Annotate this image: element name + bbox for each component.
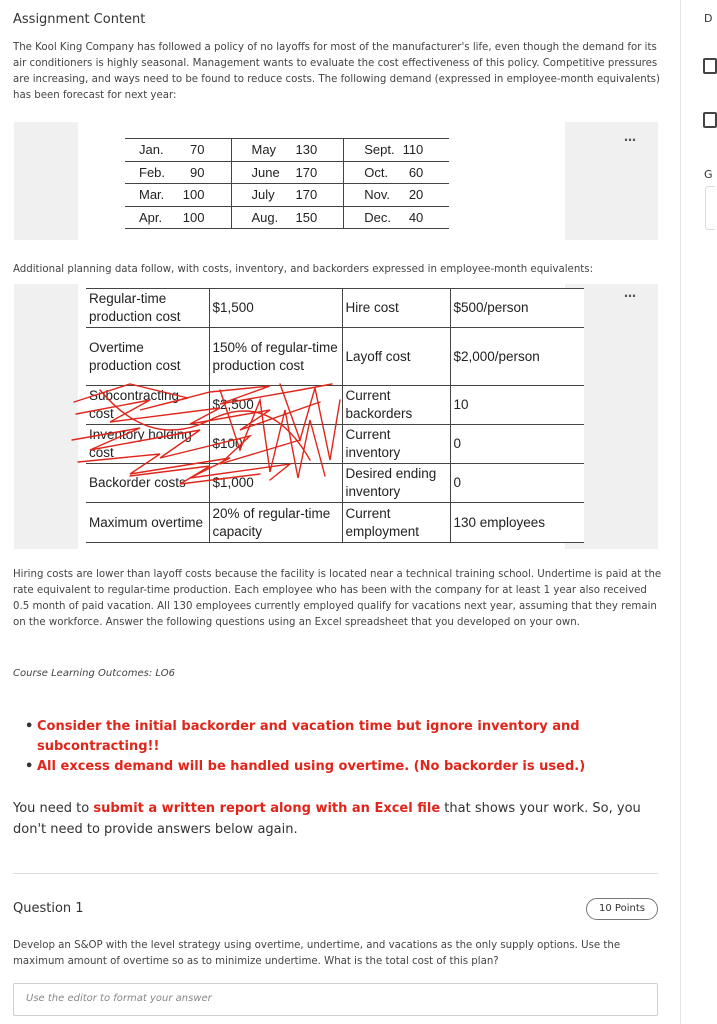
answer-editor[interactable]: Use the editor to format your answer bbox=[13, 983, 658, 1016]
demand-month: July bbox=[231, 184, 284, 207]
demand-value: 150 bbox=[284, 206, 344, 229]
current-backorders-value: 10 bbox=[450, 386, 584, 425]
inventory-holding-value: $100 bbox=[209, 425, 342, 464]
demand-month: Feb. bbox=[125, 161, 175, 184]
regular-label: Regular-time production cost bbox=[86, 289, 209, 328]
course-outcomes: Course Learning Outcomes: LO6 bbox=[13, 668, 175, 679]
desired-ending-value: 0 bbox=[450, 464, 584, 503]
demand-row bbox=[125, 139, 449, 162]
demand-month: June bbox=[231, 161, 284, 184]
subcontracting-value: $2,500 bbox=[209, 386, 342, 425]
demand-month: Oct. bbox=[344, 161, 399, 184]
hire-value: $500/person bbox=[450, 289, 584, 328]
checklist-icon[interactable] bbox=[703, 112, 717, 128]
hiring-paragraph: Hiring costs are lower than layoff costs because the facility is located near a technical training school. Undertime is paid at the rate equivalent to regular-time production. Each employee who has been with the company for at least 1 year also received 0.5 month of paid vacation. All 130 employees currently employed qualify for vacations next year, assuming that they remain on the workforce. Answer the following questions using an Excel spreadsheet that you developed on your own. bbox=[13, 569, 662, 628]
image-margin-left bbox=[14, 122, 78, 240]
page-title: Assignment Content bbox=[13, 12, 146, 27]
rail-letter: D bbox=[704, 12, 713, 25]
question-text: Develop an S&OP with the level strategy using overtime, undertime, and vacations as the only supply options. Use the maximum amount of overtime so as to minimize undertime. What is the total cost of this plan? bbox=[13, 940, 621, 967]
demand-month: Nov. bbox=[344, 184, 399, 207]
demand-value: 70 bbox=[175, 139, 231, 162]
hire-label: Hire cost bbox=[342, 289, 450, 328]
demand-table bbox=[125, 138, 449, 229]
demand-value: 170 bbox=[284, 161, 344, 184]
demand-row bbox=[125, 184, 449, 207]
current-employment-label: Current employment bbox=[342, 503, 450, 543]
demand-table-container bbox=[125, 138, 449, 229]
overtime-value: 150% of regular-time production cost bbox=[209, 328, 342, 386]
image-margin-right bbox=[565, 122, 658, 240]
demand-month: Apr. bbox=[125, 206, 175, 229]
bullet-item: • All excess demand will be handled using overtime. (No backorder is used.) bbox=[25, 759, 586, 774]
demand-month: Sept. bbox=[344, 139, 399, 162]
current-employment-value: 130 employees bbox=[450, 503, 584, 543]
demand-month: Mar. bbox=[125, 184, 175, 207]
current-backorders-label: Current backorders bbox=[342, 386, 450, 425]
question-title: Question 1 bbox=[13, 901, 84, 916]
demand-value: 130 bbox=[284, 139, 344, 162]
instruction-bullets bbox=[25, 717, 637, 777]
max-overtime-value: 20% of regular-time capacity bbox=[209, 503, 342, 543]
demand-month: Jan. bbox=[125, 139, 175, 162]
demand-value: 110 bbox=[399, 139, 450, 162]
layoff-label: Layoff cost bbox=[342, 328, 450, 386]
subcontracting-label: Subcontracting cost bbox=[86, 386, 209, 425]
rail-input[interactable] bbox=[705, 186, 715, 230]
demand-value: 60 bbox=[399, 161, 450, 184]
more-options-icon-2[interactable]: … bbox=[624, 286, 635, 300]
current-inventory-value: 0 bbox=[450, 425, 584, 464]
submission-note: You need to submit a written report along with an Excel file that shows your work. So, you don't need to provide answers below again. bbox=[13, 801, 641, 837]
image-margin-left-2 bbox=[14, 284, 78, 549]
backorder-cost-label: Backorder costs bbox=[86, 464, 209, 503]
overtime-label: Overtime production cost bbox=[86, 328, 209, 386]
divider bbox=[13, 873, 658, 874]
current-inventory-label: Current inventory bbox=[342, 425, 450, 464]
demand-row bbox=[125, 161, 449, 184]
points-badge: 10 Points bbox=[586, 898, 658, 920]
planning-intro: Additional planning data follow, with costs, inventory, and backorders expressed in employee-month equivalents: bbox=[13, 264, 594, 275]
regular-value: $1,500 bbox=[209, 289, 342, 328]
rail-letter: G bbox=[704, 168, 713, 181]
planning-table bbox=[86, 288, 584, 543]
right-rail bbox=[680, 0, 711, 1024]
demand-value: 40 bbox=[399, 206, 450, 229]
desired-ending-label: Desired ending inventory bbox=[342, 464, 450, 503]
inventory-holding-label: Inventory holding cost bbox=[86, 425, 209, 464]
intro-paragraph: The Kool King Company has followed a policy of no layoffs for most of the manufacturer's life, even though the demand for its air conditioners is highly seasonal. Management wants to evaluate the cost effectiveness of this policy. Competitive pressures are increasing, and ways need to be found to reduce costs. The following demand (expressed in employee-month equivalents) has been forecast for next year: bbox=[13, 42, 660, 101]
demand-month: May bbox=[231, 139, 284, 162]
max-overtime-label: Maximum overtime bbox=[86, 503, 209, 543]
more-options-icon[interactable]: … bbox=[624, 130, 635, 144]
demand-value: 20 bbox=[399, 184, 450, 207]
demand-value: 100 bbox=[175, 184, 231, 207]
demand-value: 90 bbox=[175, 161, 231, 184]
demand-month: Aug. bbox=[231, 206, 284, 229]
demand-value: 100 bbox=[175, 206, 231, 229]
backorder-cost-value: $1,000 bbox=[209, 464, 342, 503]
calculator-icon[interactable] bbox=[703, 58, 717, 74]
planning-table-container bbox=[86, 288, 584, 543]
demand-value: 170 bbox=[284, 184, 344, 207]
demand-row bbox=[125, 206, 449, 229]
bullet-item: • Consider the initial backorder and vacation time but ignore inventory and subcontracting!! bbox=[25, 719, 580, 754]
layoff-value: $2,000/person bbox=[450, 328, 584, 386]
demand-month: Dec. bbox=[344, 206, 399, 229]
